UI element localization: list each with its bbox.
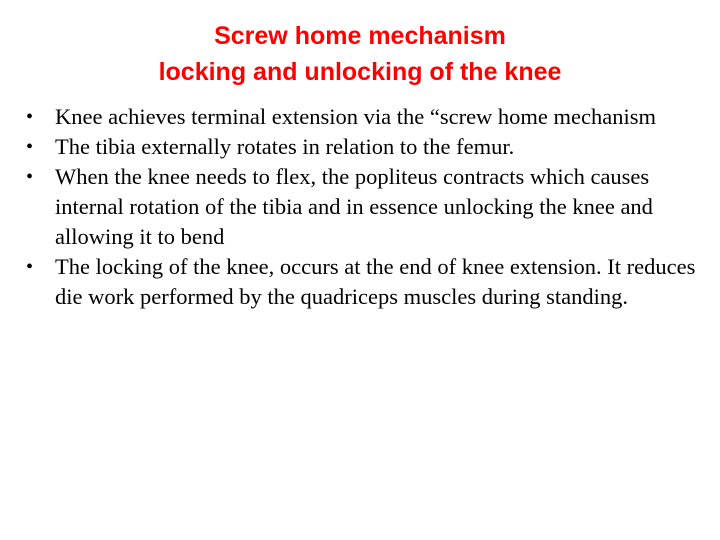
- title-line-1: Screw home mechanism: [214, 22, 506, 50]
- bullet-icon: •: [26, 106, 34, 128]
- slide-title: [0, 18, 720, 90]
- bullet-item: [22, 102, 702, 132]
- title-line-2: locking and unlocking of the knee: [158, 58, 562, 86]
- bullet-text: The locking of the knee, occurs at the end of knee extension. It reduces die work performed by the quadriceps muscles during standing.: [55, 254, 696, 309]
- bullet-item: [22, 132, 702, 162]
- bullet-icon: •: [26, 166, 34, 188]
- bullet-text: The tibia externally rotates in relation to the femur.: [55, 134, 515, 159]
- bullet-text: Knee achieves terminal extension via the “screw home mechanism: [55, 104, 657, 129]
- bullet-item: [22, 162, 702, 252]
- bullet-item: [22, 252, 702, 312]
- bullet-icon: •: [26, 136, 34, 158]
- bullet-list: [22, 102, 702, 312]
- bullet-text: When the knee needs to flex, the popliteus contracts which causes internal rotation of the tibia and in essence unlocking the knee and allowing it to bend: [55, 164, 653, 249]
- bullet-icon: •: [26, 256, 34, 278]
